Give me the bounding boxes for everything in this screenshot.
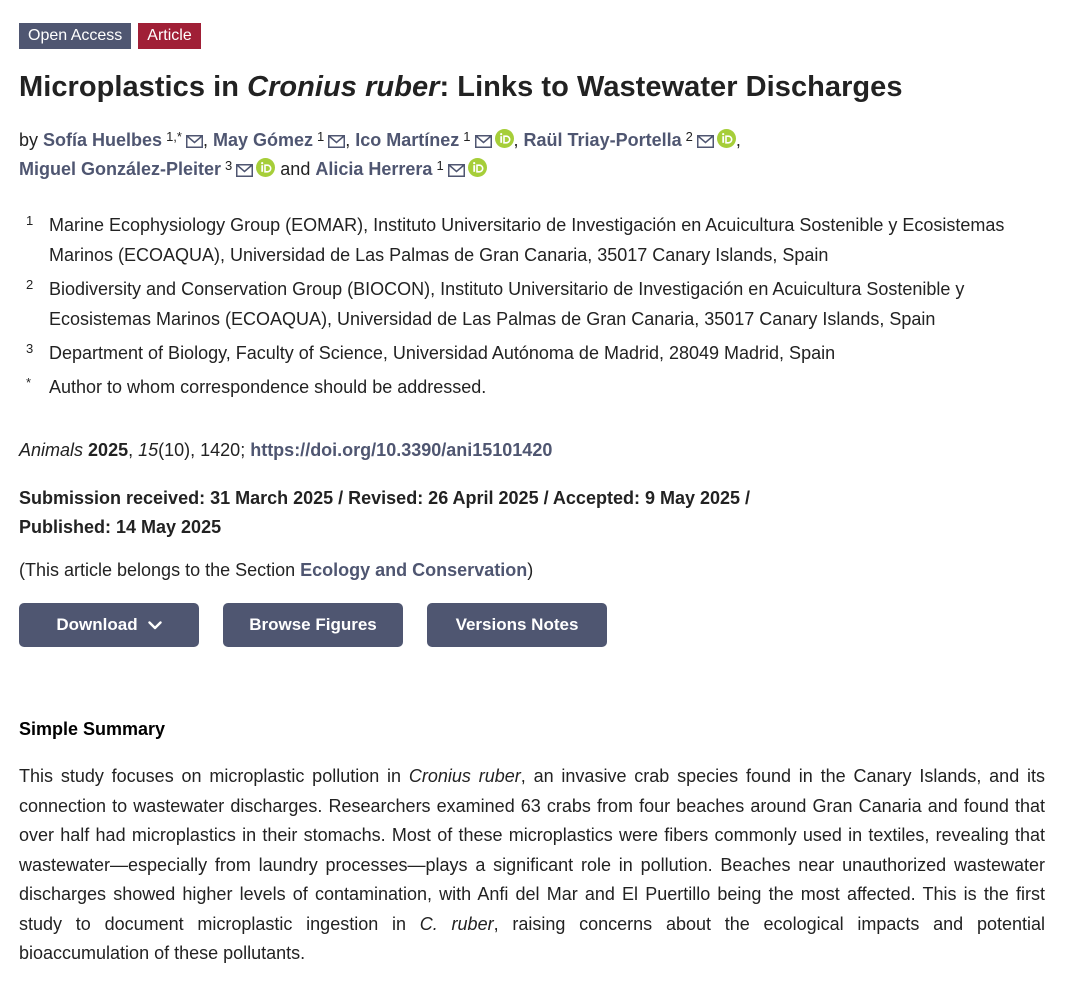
doi-link[interactable]: https://doi.org/10.3390/ani15101420 bbox=[250, 440, 553, 460]
affiliation-number: * bbox=[26, 375, 32, 390]
affiliation-item bbox=[26, 372, 1046, 402]
author-name[interactable]: Alicia Herrera bbox=[315, 159, 433, 179]
open-access-badge[interactable]: Open Access bbox=[19, 23, 131, 49]
author-affiliation-ref: 1 bbox=[317, 129, 325, 144]
download-button[interactable] bbox=[19, 603, 199, 647]
versions-notes-button[interactable]: Versions Notes bbox=[427, 603, 607, 647]
section-suffix: ) bbox=[527, 560, 534, 580]
orcid-icon[interactable] bbox=[256, 157, 275, 186]
title-part-2: : Links to Wastewater Discharges bbox=[439, 71, 903, 103]
citation-volume: 15 bbox=[138, 440, 159, 460]
orcid-icon[interactable] bbox=[468, 157, 487, 186]
affiliation-text: Department of Biology, Faculty of Science, Universidad Autónoma de Madrid, 28049 Madrid, Spain bbox=[49, 343, 836, 363]
author-name[interactable]: Raül Triay-Portella bbox=[523, 130, 682, 150]
badge-row bbox=[19, 23, 201, 49]
chevron-down-icon bbox=[148, 615, 162, 635]
affiliation-number: 3 bbox=[26, 341, 34, 356]
and-label: and bbox=[280, 159, 311, 179]
author-line-1 bbox=[19, 122, 1049, 151]
dates-line-2: Published: 14 May 2025 bbox=[19, 517, 222, 537]
affiliation-number: 2 bbox=[26, 277, 34, 292]
separator: , bbox=[202, 130, 213, 150]
by-label: by bbox=[19, 130, 39, 150]
author-affiliation-ref: 2 bbox=[685, 129, 693, 144]
summary-text-3: , raising concerns about the ecological impacts and potential bioaccumulation of these pollutants. bbox=[19, 913, 1046, 963]
author-line-2 bbox=[19, 151, 1049, 180]
author-affiliation-ref: 1,* bbox=[166, 129, 182, 144]
author-affiliation-ref: 1 bbox=[463, 129, 471, 144]
affiliation-text: Marine Ecophysiology Group (EOMAR), Instituto Universitario de Investigación en Acuicultura Sostenible y Ecosistemas Marinos (ECOAQUA), Universidad de Las Palmas de Gran Canaria, 35017 Canary Islands, Spain bbox=[49, 215, 1005, 265]
title-part-1: Microplastics in bbox=[19, 71, 248, 103]
author-name[interactable]: May Gómez bbox=[212, 130, 314, 150]
publication-dates bbox=[19, 484, 750, 542]
affiliation-list bbox=[26, 210, 1046, 406]
summary-text-1: This study focuses on microplastic pollution in bbox=[19, 766, 409, 786]
browse-figures-button[interactable]: Browse Figures bbox=[223, 603, 403, 647]
journal-name: Animals bbox=[19, 440, 84, 460]
affiliation-number: 1 bbox=[26, 213, 34, 228]
affiliation-text: Biodiversity and Conservation Group (BIOCON), Instituto Universitario de Investigación en Acuicultura Sostenible y Ecosistemas Marinos (ECOAQUA), Universidad de Las Palmas de Gran Canaria, 35017 Canary Islands, Spain bbox=[49, 279, 965, 329]
action-buttons bbox=[19, 603, 607, 647]
simple-summary-text bbox=[19, 762, 1045, 969]
article-type-badge: Article bbox=[138, 23, 200, 49]
affiliation-item bbox=[26, 274, 1046, 334]
separator: , bbox=[735, 130, 741, 150]
download-label: Download bbox=[56, 615, 138, 634]
author-name[interactable]: Sofía Huelbes bbox=[43, 130, 163, 150]
author-name[interactable]: Miguel González-Pleiter bbox=[19, 159, 222, 179]
section-prefix: (This article belongs to the Section bbox=[19, 560, 301, 580]
summary-text-2: , an invasive crab species found in the Canary Islands, and its connection to wastewater discharges. Researchers examined 63 crabs from four beaches around Gran Canaria and found that over half had microplastics in their stomachs. Most of these microplastics were fibers commonly used in textiles, revealing that wastewater—especially from laundry processes—plays a significant role in pollution. Beaches near unauthorized wastewater discharges showed higher levels of contamination, with Anfi del Mar and El Puertillo being the most affected. This is the first study to document microplastic ingestion in bbox=[19, 766, 1046, 934]
citation-year: 2025 bbox=[88, 440, 129, 460]
separator: , bbox=[345, 130, 356, 150]
author-affiliation-ref: 1 bbox=[436, 158, 444, 173]
email-icon[interactable] bbox=[236, 157, 253, 186]
author-list bbox=[19, 122, 1049, 180]
author-affiliation-ref: 3 bbox=[225, 158, 233, 173]
email-icon[interactable] bbox=[448, 157, 465, 186]
citation-line bbox=[19, 440, 552, 461]
section-link[interactable]: Ecology and Conservation bbox=[300, 560, 528, 580]
email-icon[interactable] bbox=[697, 128, 714, 157]
affiliation-item bbox=[26, 338, 1046, 368]
section-note bbox=[19, 560, 533, 581]
affiliation-item bbox=[26, 210, 1046, 270]
separator: , bbox=[128, 440, 139, 460]
orcid-icon[interactable] bbox=[717, 128, 736, 157]
simple-summary-heading: Simple Summary bbox=[19, 719, 166, 739]
citation-issue: (10), 1420; bbox=[158, 440, 251, 460]
affiliation-text: Author to whom correspondence should be addressed. bbox=[49, 377, 487, 397]
summary-species-1: Cronius ruber bbox=[408, 766, 521, 786]
author-name[interactable]: Ico Martínez bbox=[355, 130, 460, 150]
article-title bbox=[19, 71, 903, 104]
orcid-icon[interactable] bbox=[495, 128, 514, 157]
dates-line-1: Submission received: 31 March 2025 / Revised: 26 April 2025 / Accepted: 9 May 2025 / bbox=[19, 488, 751, 508]
separator: , bbox=[513, 130, 524, 150]
summary-species-2: C. ruber bbox=[419, 913, 494, 934]
title-species: Cronius ruber bbox=[247, 71, 440, 103]
